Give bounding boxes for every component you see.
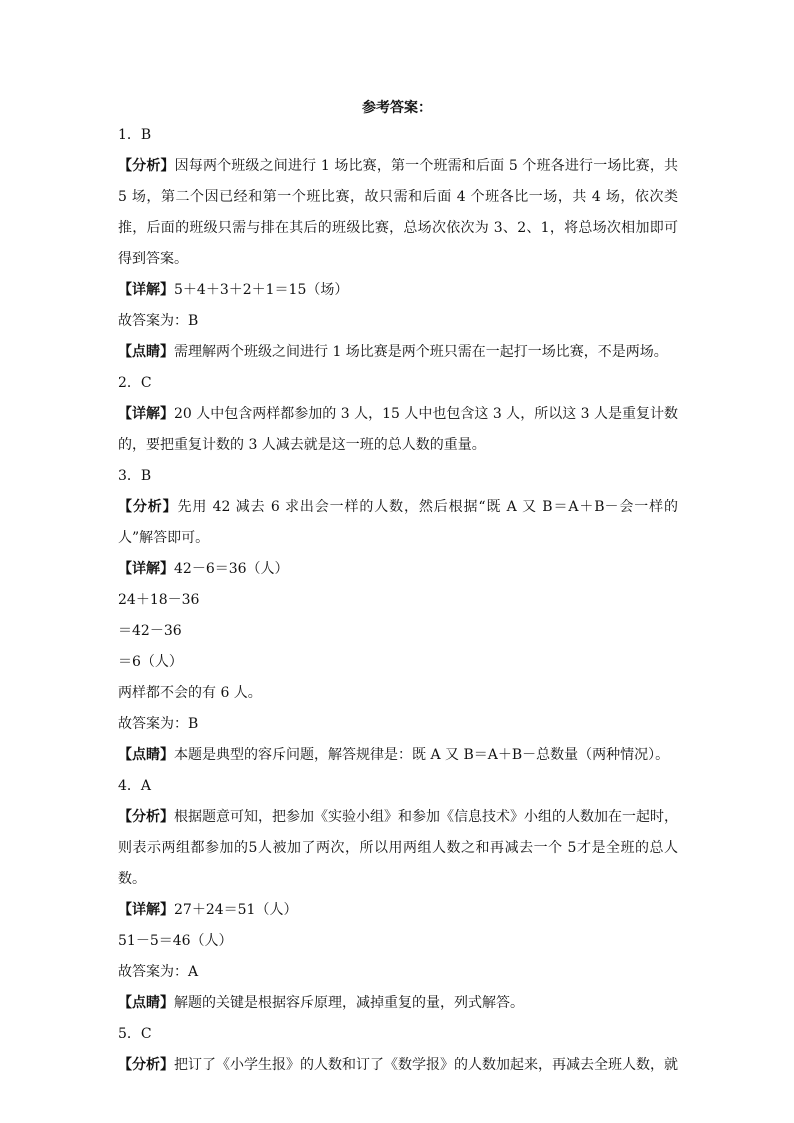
detail-tag: 【详解】	[118, 561, 174, 577]
detail-text: 5＋4＋3＋2＋1＝15（场）	[174, 282, 349, 298]
calculation-step: 两样都不会的有 6 人。	[118, 685, 262, 701]
analysis-paragraph	[118, 151, 678, 275]
analysis-tag: 【分析】	[118, 809, 174, 825]
detail-line	[118, 554, 678, 585]
calculation-step: 51－5＝46（人）	[118, 933, 233, 949]
analysis-text: 把订了《小学生报》的人数和订了《数学报》的人数加起来，再减去全班人数，就	[174, 1057, 678, 1073]
answer-number: 3．B	[118, 468, 152, 484]
analysis-text: 根据题意可知，把参加《实验小组》和参加《信息技术》小组的人数加在一起时，则表示两组都参加的5人被加了两次，所以用两组人数之和再减去一个 5才是全班的总人数。	[118, 809, 678, 887]
tip-text: 本题是典型的容斥问题，解答规律是：既 A 又 B＝A＋B－总数量（两种情况）。	[174, 747, 670, 763]
conclusion-line: 故答案为：A	[118, 964, 199, 980]
analysis-line	[118, 1050, 678, 1081]
analysis-paragraph	[118, 802, 678, 895]
detail-tag: 【详解】	[118, 282, 174, 298]
detail-paragraph	[118, 399, 678, 461]
tip-tag: 【点睛】	[118, 747, 174, 763]
tip-tag: 【点睛】	[118, 344, 174, 360]
detail-tag: 【详解】	[118, 406, 175, 422]
answer-number: 4．A	[118, 778, 152, 794]
tip-text: 需理解两个班级之间进行 1 场比赛是两个班只需在一起打一场比赛，不是两场。	[174, 344, 668, 360]
detail-line	[118, 895, 678, 926]
answer-content	[118, 120, 678, 1081]
answer-number: 1．B	[118, 127, 152, 143]
detail-text: 20 人中包含两样都参加的 3 人，15 人中也包含这 3 人，所以这 3 人是重复计数的，要把重复计数的 3 人减去就是这一班的总人数的重量。	[118, 406, 679, 453]
conclusion-line: 故答案为：B	[118, 313, 199, 329]
calculation-step: 24＋18－36	[118, 592, 200, 608]
detail-line	[118, 275, 678, 306]
detail-text: 42－6＝36（人）	[174, 561, 289, 577]
analysis-tag: 【分析】	[118, 499, 178, 515]
detail-tag: 【详解】	[118, 902, 174, 918]
tip-text: 解题的关键是根据容斥原理，减掉重复的量，列式解答。	[174, 995, 524, 1011]
tip-tag: 【点睛】	[118, 995, 174, 1011]
tip-line	[118, 337, 678, 368]
tip-line	[118, 740, 678, 771]
answer-number: 5．C	[118, 1026, 152, 1042]
calculation-step: ＝42－36	[118, 623, 182, 639]
analysis-tag: 【分析】	[118, 1057, 174, 1073]
calculation-step: ＝6（人）	[118, 654, 183, 670]
analysis-text: 因每两个班级之间进行 1 场比赛，第一个班需和后面 5 个班各进行一场比赛，共 5 场，第二个因已经和第一个班比赛，故只需和后面 4 个班各比一场，共 4 场，依次类推，后面的班级只需与排在其后的班级比赛，总场次依次为 3、2、1，将总场次相加即可得到答案。	[118, 158, 678, 267]
analysis-paragraph	[118, 492, 678, 554]
tip-line	[118, 988, 678, 1019]
page-title: 参考答案：	[362, 100, 432, 116]
detail-text: 27＋24＝51（人）	[174, 902, 298, 918]
analysis-text: 先用 42 减去 6 求出会一样的人数，然后根据“既 A 又 B＝A＋B－会一样的人”解答即可。	[118, 499, 679, 546]
answer-number: 2．C	[118, 375, 152, 391]
conclusion-line: 故答案为：B	[118, 716, 199, 732]
analysis-tag: 【分析】	[118, 158, 175, 174]
